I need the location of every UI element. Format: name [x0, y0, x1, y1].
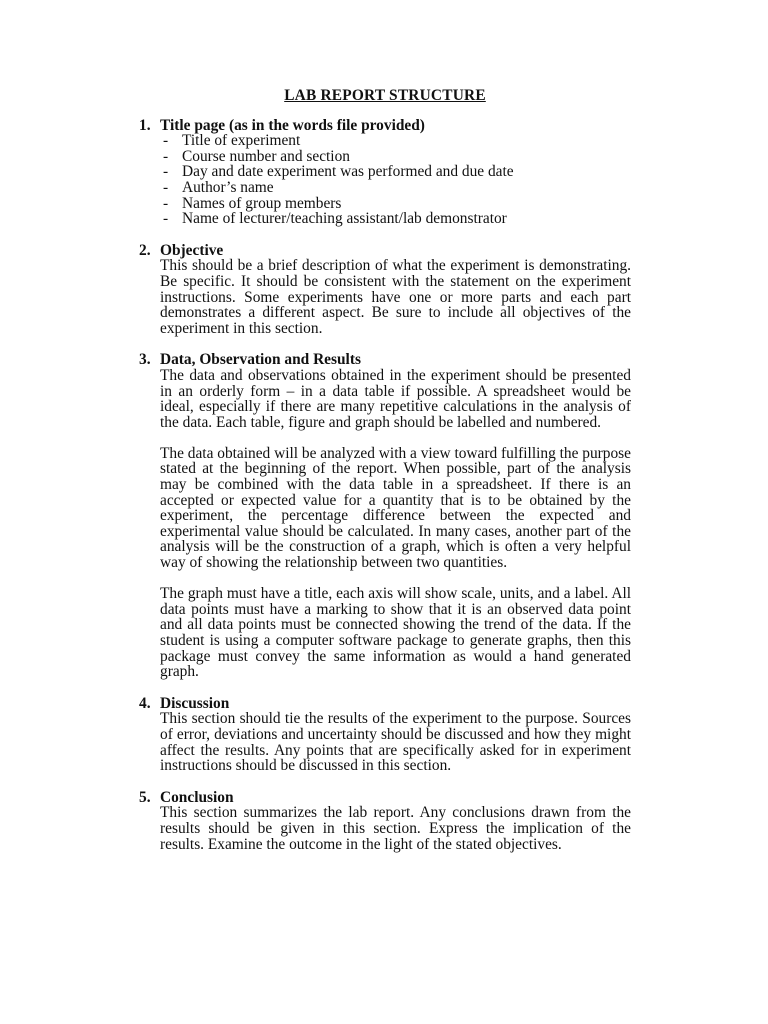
dash-marker: - — [163, 147, 169, 165]
section-number: 1. — [139, 116, 151, 134]
list-item — [160, 164, 631, 180]
dash-marker: - — [163, 132, 169, 150]
list-item — [160, 149, 631, 165]
dash-marker: - — [163, 163, 169, 181]
section-heading: Objective — [160, 241, 224, 259]
list-item-text: Names of group members — [182, 194, 342, 212]
list-item — [160, 180, 631, 196]
section-paragraph: The graph must have a title, each axis will show scale, units, and a label. All data points must have a marking to show that it is an observed data point and all data points must be connected showing the trend of the data. If the student is using a computer software package to generate graphs, then this package must convey the same information as would a hand generated graph. — [160, 585, 631, 681]
list-item — [160, 196, 631, 212]
section-paragraph: The data obtained will be analyzed with a view toward fulfilling the purpose stated at the beginning of the report. When possible, part of the analysis may be combined with the data table in a spreadsheet. If there is an accepted or expected value for a quantity that is to be obtained by the experiment, the percentage difference between the expected and experimental value should be calculated. In many cases, another part of the analysis will be the construction of a graph, which is often a very helpful way of showing the relationship between two quantities. — [160, 444, 631, 572]
list-item-text: Author’s name — [182, 178, 274, 196]
section-paragraph: This section should tie the results of the experiment to the purpose. Sources of error, deviations and uncertainty should be discussed and how they might affect the results. Any points that are specifically asked for in experiment instructions should be discussed in this section. — [160, 710, 631, 775]
section-title-page — [139, 118, 631, 227]
section-heading: Title page (as in the words file provided) — [160, 116, 425, 134]
list-item-text: Name of lecturer/teaching assistant/lab demonstrator — [182, 210, 507, 228]
dash-marker: - — [163, 194, 169, 212]
section-number: 2. — [139, 241, 151, 259]
section-paragraph: The data and observations obtained in the experiment should be presented in an orderly form – in a data table if possible. A spreadsheet would be ideal, especially if there are many repetitive calculations in the analysis of the data. Each table, figure and graph should be labelled and numbered. — [160, 366, 631, 431]
section-discussion — [139, 696, 631, 774]
section-heading: Data, Observation and Results — [160, 351, 361, 369]
list-item-text: Day and date experiment was performed and due date — [182, 163, 514, 181]
document-title: LAB REPORT STRUCTURE — [284, 87, 486, 104]
section-heading: Discussion — [160, 694, 230, 712]
list-item — [160, 211, 631, 227]
section-number: 5. — [139, 788, 151, 806]
list-item-text: Title of experiment — [182, 132, 301, 150]
section-conclusion — [139, 790, 631, 852]
section-number: 4. — [139, 694, 151, 712]
section-number: 3. — [139, 351, 151, 369]
list-item-text: Course number and section — [182, 147, 350, 165]
list-item — [160, 133, 631, 149]
dash-marker: - — [163, 178, 169, 196]
section-paragraph: This should be a brief description of what the experiment is demonstrating. Be specific. It should be consistent with the statement on the experiment instructions. Some experiments have one or more parts and each part demonstrates a different aspect. Be sure to include all objectives of the experiment in this section. — [160, 257, 631, 337]
section-paragraph: This section summarizes the lab report. Any conclusions drawn from the results should be given in this section. Express the implication of the results. Examine the outcome in the light of the stated objectives. — [160, 804, 631, 853]
section-data-observation-results — [139, 352, 631, 679]
section-objective — [139, 243, 631, 337]
section-heading: Conclusion — [160, 788, 234, 806]
dash-marker: - — [163, 210, 169, 228]
title-page-list — [160, 133, 631, 227]
